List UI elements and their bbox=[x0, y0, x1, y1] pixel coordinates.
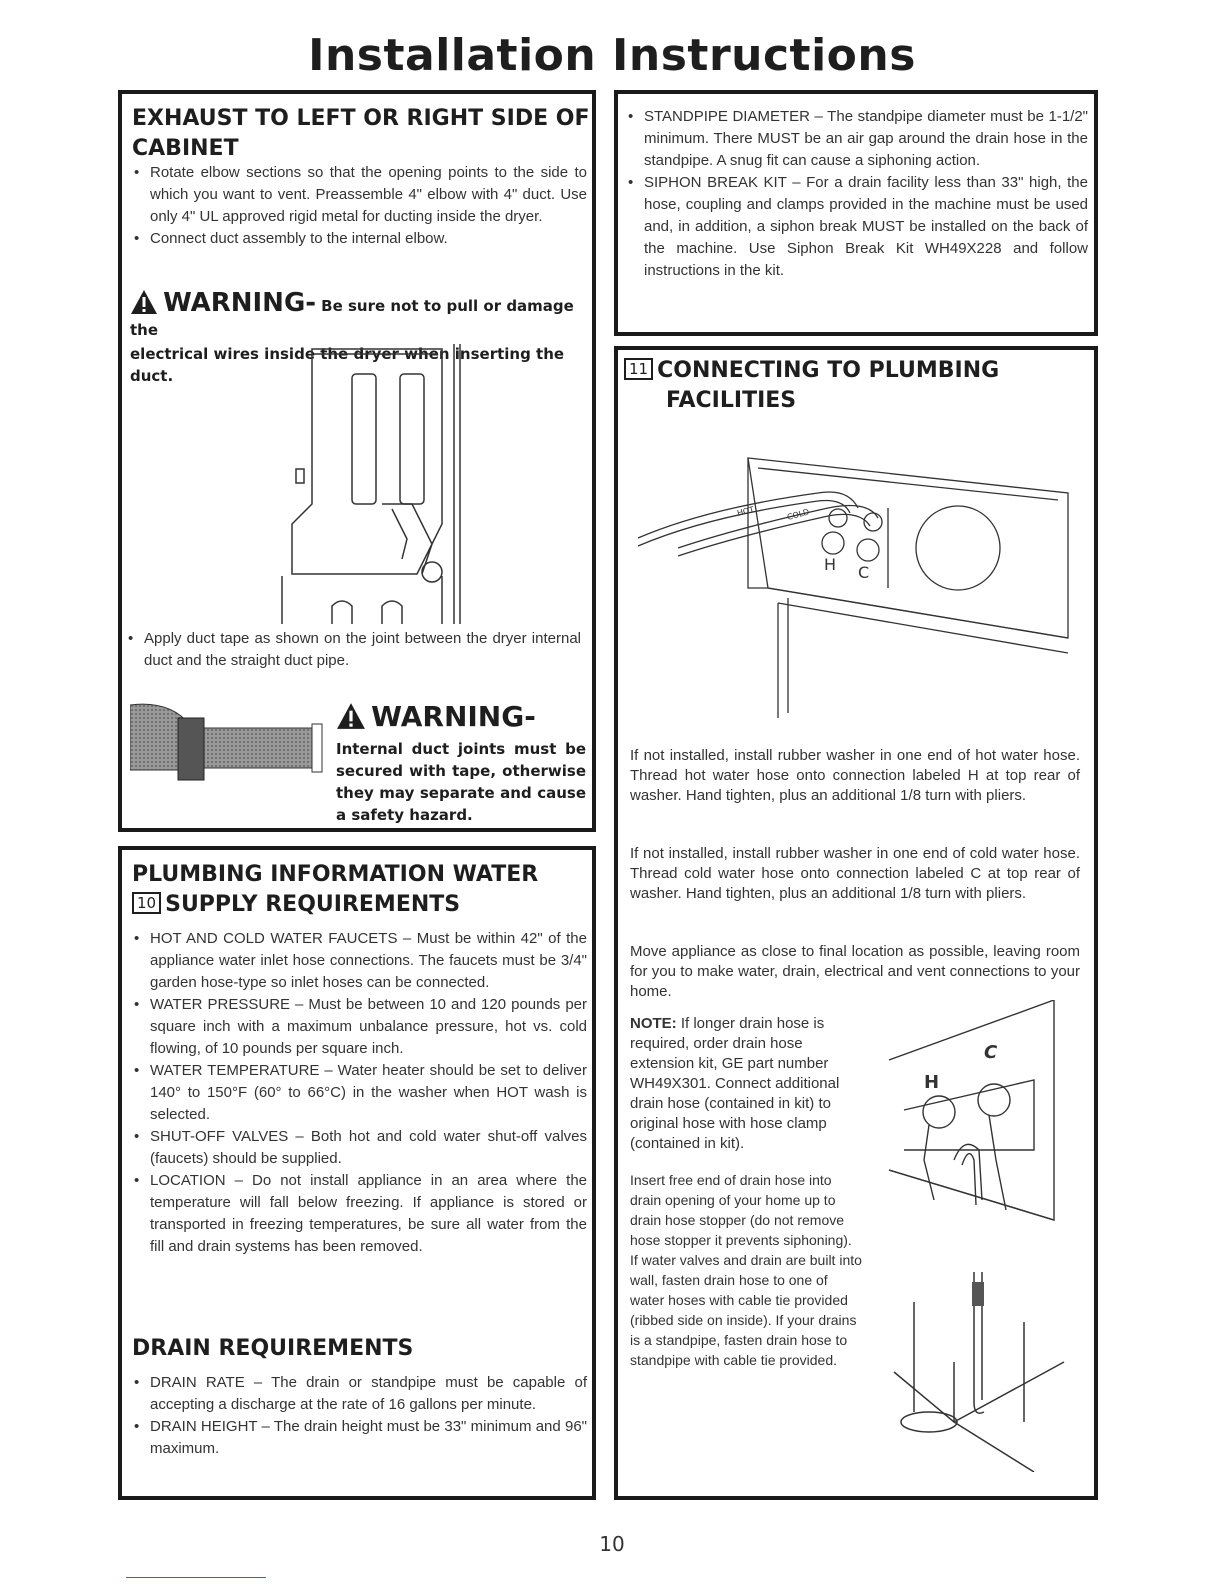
plumbing-heading-text: SUPPLY REQUIREMENTS bbox=[165, 892, 461, 917]
connecting-heading-text: CONNECTING TO PLUMBING bbox=[657, 358, 1000, 383]
standpipe-section bbox=[614, 90, 1098, 336]
washer-connections-illustration bbox=[628, 438, 1088, 728]
diagram-label-cold: COLD bbox=[786, 507, 811, 522]
diagram-label-c: C bbox=[858, 563, 870, 582]
list-item: • WATER TEMPERATURE – Water heater should be set to deliver 140° to 150°F (60° to 66°C) in the washer when HOT wash is selected. bbox=[132, 1060, 587, 1126]
connecting-heading-line1 bbox=[624, 356, 1084, 386]
page-title: Installation Instructions bbox=[308, 30, 916, 81]
diagram-label-hot: HOT bbox=[736, 504, 756, 518]
warning-text: Be sure not to pull or damage the bbox=[130, 297, 574, 339]
dryer-duct-illustration bbox=[272, 344, 472, 624]
list-item: • STANDPIPE DIAMETER – The standpipe diameter must be 1-1/2" minimum. There MUST be an air gap around the drain hose in the standpipe. A snug fit can cause a siphoning action. bbox=[626, 106, 1088, 172]
warning-text: electrical wires inside the dryer when inserting the duct. bbox=[130, 345, 565, 385]
list-item: • DRAIN RATE – The drain or standpipe must be capable of accepting a discharge at the rate of 16 gallons per minute. bbox=[132, 1372, 587, 1416]
warning-title: WARNING- bbox=[371, 700, 536, 733]
cold-water-paragraph: If not installed, install rubber washer in one end of cold water hose. Thread cold water hose onto connection labeled C at top rear of washer. Hand tighten, plus an additional 1/8 turn with pliers. bbox=[630, 845, 1080, 902]
list-item: • Apply duct tape as shown on the joint between the dryer internal duct and the straight duct pipe. bbox=[126, 628, 581, 672]
exhaust-heading bbox=[132, 104, 592, 164]
connecting-heading bbox=[624, 356, 1084, 416]
warning-triangle-icon bbox=[130, 289, 158, 319]
list-item: • Rotate elbow sections so that the opening points to the side to which you want to vent. Preassemble 4" elbow with 4" duct. Use only 4" UL approved rigid metal for ducting inside the dryer. bbox=[132, 162, 587, 228]
list-item: • LOCATION – Do not install appliance in an area where the temperature will fall below freezing. If appliance is stored or transported in freezing temperatures, be sure all water from the fill and drain systems has been removed. bbox=[132, 1170, 587, 1258]
diagram-label-h: H bbox=[824, 555, 837, 574]
connecting-section bbox=[614, 346, 1098, 1500]
insert-drain-paragraph: Insert free end of drain hose into drain opening of your home up to drain hose stopper (do not remove hose stopper it prevents siphoning). If water valves and drain are built into wall, fasten drain hose to one of water hoses with cable tie provided (ribbed side on inside). If your drains is a standpipe, fasten drain hose to standpipe with cable tie provided. bbox=[630, 1172, 862, 1368]
page-number: 10 bbox=[599, 1532, 625, 1556]
plumbing-section bbox=[118, 846, 596, 1500]
faucet-label-c: C bbox=[984, 1042, 998, 1063]
footer-rule bbox=[126, 1577, 266, 1578]
warning-title: WARNING- bbox=[163, 288, 317, 318]
water-supply-bullets bbox=[132, 928, 587, 1258]
exhaust-section bbox=[118, 90, 596, 832]
faucet-label-h: H bbox=[924, 1072, 940, 1093]
note-label: NOTE: bbox=[630, 1015, 677, 1032]
hot-water-paragraph: If not installed, install rubber washer in one end of hot water hose. Thread hot water hose onto connection labeled H at top rear of washer. Hand tighten, plus an additional 1/8 turn with pliers. bbox=[630, 747, 1080, 804]
warning-triangle-icon bbox=[336, 702, 366, 734]
note-text: If longer drain hose is required, order drain hose extension kit, GE part number WH49X301. Connect additional drain hose (contained in kit) to original hose with hose clamp (contained in kit). bbox=[630, 1015, 840, 1152]
warning-block-tape bbox=[336, 700, 586, 826]
step-number: 10 bbox=[132, 892, 161, 914]
list-item: • SIPHON BREAK KIT – For a drain facility less than 33" high, the hose, coupling and clamps provided in the machine must be used and, in addition, a siphon break MUST be installed on the back of the machine. Use Siphon Break Kit WH49X228 and follow instructions in the kit. bbox=[626, 172, 1088, 282]
duct-tape-illustration bbox=[130, 700, 340, 790]
plumbing-heading-line1: PLUMBING INFORMATION WATER bbox=[132, 862, 539, 887]
plumbing-heading bbox=[132, 860, 592, 920]
drain-heading: DRAIN REQUIREMENTS bbox=[132, 1336, 414, 1361]
list-item: • HOT AND COLD WATER FAUCETS – Must be within 42" of the appliance water inlet hose connections. The faucets must be 3/4" garden hose-type so inlet hoses can be connected. bbox=[132, 928, 587, 994]
faucet-illustration bbox=[884, 1000, 1064, 1240]
connecting-heading-line2: FACILITIES bbox=[666, 388, 797, 413]
tape-bullet bbox=[126, 628, 581, 672]
exhaust-heading-line1: EXHAUST TO LEFT OR RIGHT SIDE OF bbox=[132, 106, 590, 131]
drain-bullets bbox=[132, 1372, 587, 1460]
list-item: • Connect duct assembly to the internal elbow. bbox=[132, 228, 587, 250]
note-paragraph bbox=[630, 1014, 862, 1154]
standpipe-bullets bbox=[626, 106, 1088, 282]
list-item: • DRAIN HEIGHT – The drain height must be 33" minimum and 96" maximum. bbox=[132, 1416, 587, 1460]
exhaust-bullets bbox=[132, 162, 587, 250]
list-item: • SHUT-OFF VALVES – Both hot and cold water shut-off valves (faucets) should be supplied. bbox=[132, 1126, 587, 1170]
exhaust-heading-line2: CABINET bbox=[132, 136, 239, 161]
plumbing-heading-line2 bbox=[132, 890, 592, 920]
standpipe-illustration bbox=[884, 1262, 1074, 1472]
warning-text: Internal duct joints must be secured with tape, otherwise they may separate and cause a safety hazard. bbox=[336, 740, 586, 824]
step-number: 11 bbox=[624, 358, 653, 380]
move-appliance-paragraph: Move appliance as close to final location as possible, leaving room for you to make water, drain, electrical and vent connections to your home. bbox=[630, 943, 1080, 1000]
list-item: • WATER PRESSURE – Must be between 10 and 120 pounds per square inch with a maximum unbalance pressure, hot vs. cold flowing, of 10 pounds per square inch. bbox=[132, 994, 587, 1060]
